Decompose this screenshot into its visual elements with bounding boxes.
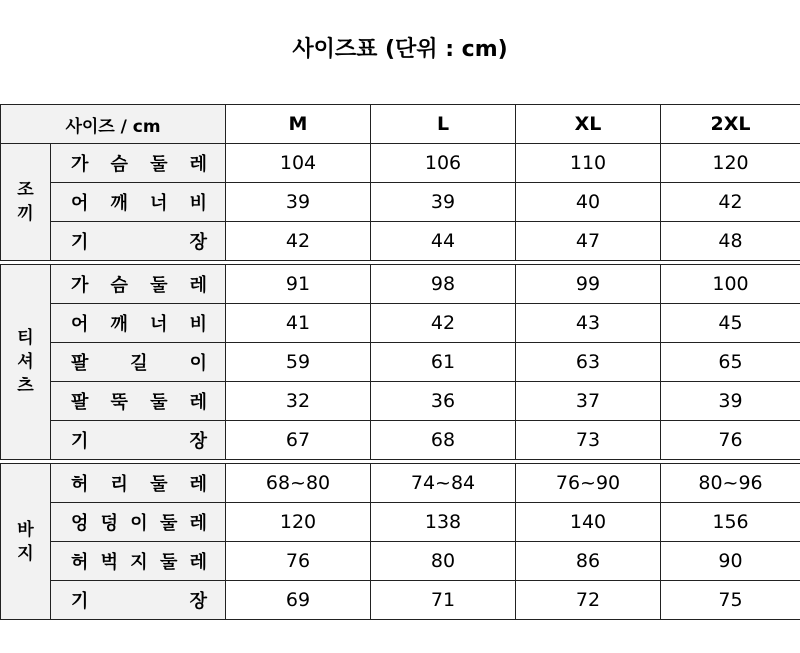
measure-value: 59 (226, 343, 371, 382)
group-name-char: 끼 (17, 204, 34, 224)
size-header: M (226, 105, 371, 144)
size-header: XL (516, 105, 661, 144)
table-body (1, 144, 800, 620)
measure-value: 68 (371, 421, 516, 460)
measure-value: 42 (371, 304, 516, 343)
measure-value: 156 (661, 503, 800, 542)
size-header: 2XL (661, 105, 800, 144)
measure-value: 39 (226, 183, 371, 222)
measure-value: 91 (226, 265, 371, 304)
measure-value: 43 (516, 304, 661, 343)
table-row (1, 503, 800, 542)
measure-value: 39 (661, 382, 800, 421)
measure-value: 45 (661, 304, 800, 343)
page-title: 사이즈표 (단위 : cm) (292, 37, 508, 62)
measure-label: 기 장 (51, 421, 226, 460)
measure-value: 80 (371, 542, 516, 581)
measure-value: 41 (226, 304, 371, 343)
measure-value: 76 (661, 421, 800, 460)
measure-value: 120 (226, 503, 371, 542)
measure-label: 가 슴 둘 레 (51, 144, 226, 183)
measure-value: 44 (371, 222, 516, 261)
measure-value: 61 (371, 343, 516, 382)
measure-value: 138 (371, 503, 516, 542)
measure-label: 어 깨 너 비 (51, 183, 226, 222)
group-name-char: 티 (17, 328, 34, 348)
table-row (1, 183, 800, 222)
table-row (1, 542, 800, 581)
measure-label: 팔 뚝 둘 레 (51, 382, 226, 421)
measure-value: 76 (226, 542, 371, 581)
measure-value: 72 (516, 581, 661, 620)
measure-value: 71 (371, 581, 516, 620)
measure-value: 120 (661, 144, 800, 183)
header-row (1, 105, 800, 144)
measure-label: 허 리 둘 레 (51, 464, 226, 503)
measure-value: 39 (371, 183, 516, 222)
measure-value: 40 (516, 183, 661, 222)
measure-value: 32 (226, 382, 371, 421)
measure-value: 99 (516, 265, 661, 304)
header-label: 사이즈 / cm (1, 105, 226, 144)
measure-label: 어 깨 너 비 (51, 304, 226, 343)
measure-value: 86 (516, 542, 661, 581)
measure-value: 37 (516, 382, 661, 421)
measure-value: 100 (661, 265, 800, 304)
measure-value: 106 (371, 144, 516, 183)
group-name-char: 바 (17, 519, 34, 540)
size-table (0, 104, 800, 620)
measure-value: 67 (226, 421, 371, 460)
size-header: L (371, 105, 516, 144)
table-row (1, 464, 800, 503)
group-name-char: 셔 (17, 352, 34, 372)
group-name (1, 464, 51, 620)
measure-value: 98 (371, 265, 516, 304)
table-row (1, 421, 800, 460)
measure-value: 76~90 (516, 464, 661, 503)
measure-label: 기 장 (51, 581, 226, 620)
group-name-char: 츠 (17, 376, 34, 396)
table-row (1, 265, 800, 304)
measure-value: 47 (516, 222, 661, 261)
measure-value: 104 (226, 144, 371, 183)
measure-value: 74~84 (371, 464, 516, 503)
measure-value: 75 (661, 581, 800, 620)
measure-value: 90 (661, 542, 800, 581)
measure-label: 가 슴 둘 레 (51, 265, 226, 304)
measure-value: 80~96 (661, 464, 800, 503)
measure-value: 42 (661, 183, 800, 222)
group-name (1, 144, 51, 261)
table-row (1, 144, 800, 183)
table-row (1, 581, 800, 620)
measure-value: 48 (661, 222, 800, 261)
group-name-char: 조 (17, 180, 34, 200)
measure-value: 63 (516, 343, 661, 382)
measure-value: 69 (226, 581, 371, 620)
group-name (1, 265, 51, 460)
measure-label: 팔 길 이 (51, 343, 226, 382)
table-row (1, 222, 800, 261)
measure-label: 기 장 (51, 222, 226, 261)
group-name-char: 지 (17, 543, 34, 564)
measure-value: 65 (661, 343, 800, 382)
measure-value: 110 (516, 144, 661, 183)
measure-value: 68~80 (226, 464, 371, 503)
measure-label: 엉 덩 이 둘 레 (51, 503, 226, 542)
measure-value: 42 (226, 222, 371, 261)
measure-value: 73 (516, 421, 661, 460)
table-row (1, 304, 800, 343)
table-row (1, 382, 800, 421)
measure-value: 36 (371, 382, 516, 421)
table-row (1, 343, 800, 382)
measure-label: 허 벅 지 둘 레 (51, 542, 226, 581)
measure-value: 140 (516, 503, 661, 542)
